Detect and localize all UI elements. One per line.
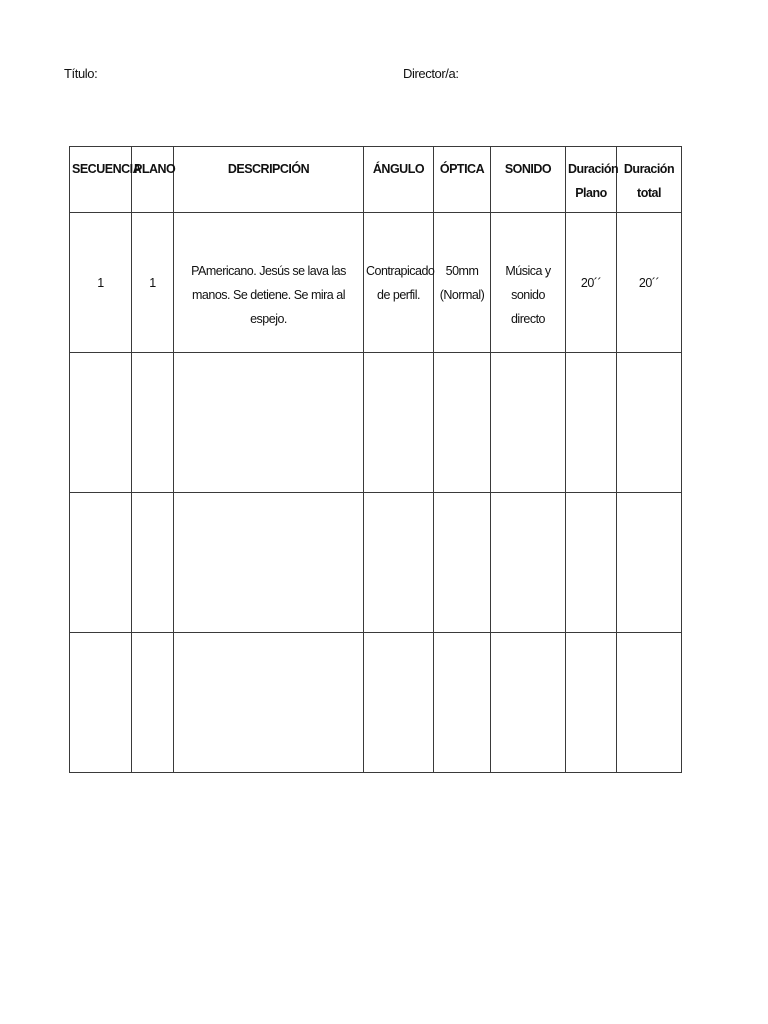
header-duracion-plano-line2: Plano [575, 186, 607, 200]
cell-secuencia: 1 [70, 213, 132, 353]
table-header-row [70, 147, 682, 213]
empty-cell [434, 633, 491, 773]
table-row [70, 213, 682, 353]
empty-cell [566, 353, 617, 493]
empty-cell [174, 493, 364, 633]
empty-cell [434, 493, 491, 633]
empty-cell [617, 633, 682, 773]
table-row [70, 493, 682, 633]
director-label: Director/a: [403, 66, 459, 81]
cell-duracion-total: 20´´ [617, 213, 682, 353]
empty-cell [566, 633, 617, 773]
cell-plano: 1 [132, 213, 174, 353]
header-sonido: SONIDO [491, 147, 566, 213]
empty-cell [491, 353, 566, 493]
shot-list-table [69, 146, 682, 773]
empty-cell [174, 633, 364, 773]
header-duracion-total [617, 147, 682, 213]
header-angulo: ÁNGULO [364, 147, 434, 213]
empty-cell [174, 353, 364, 493]
cell-duracion-plano: 20´´ [566, 213, 617, 353]
header-optica: ÓPTICA [434, 147, 491, 213]
cell-descripcion: PAmericano. Jesús se lava las manos. Se detiene. Se mira al espejo. [174, 213, 364, 353]
empty-cell [132, 633, 174, 773]
empty-cell [132, 493, 174, 633]
header-secuencia: SECUENCIA [70, 147, 132, 213]
header-descripcion: DESCRIPCIÓN [174, 147, 364, 213]
empty-cell [70, 353, 132, 493]
empty-cell [491, 633, 566, 773]
table-row [70, 633, 682, 773]
empty-cell [617, 493, 682, 633]
header-duracion-plano [566, 147, 617, 213]
empty-cell [364, 493, 434, 633]
empty-cell [491, 493, 566, 633]
empty-cell [70, 493, 132, 633]
empty-cell [434, 353, 491, 493]
empty-cell [566, 493, 617, 633]
header-duracion-plano-line1: Duración [568, 162, 619, 176]
empty-cell [364, 353, 434, 493]
empty-cell [364, 633, 434, 773]
cell-sonido: Música y sonido directo [491, 213, 566, 353]
empty-cell [617, 353, 682, 493]
header-duracion-total-line1: Duración [623, 162, 675, 176]
titulo-label: Título: [64, 66, 98, 81]
empty-cell [70, 633, 132, 773]
empty-cell [132, 353, 174, 493]
cell-optica: 50mm (Normal) [434, 213, 491, 353]
table-row [70, 353, 682, 493]
cell-angulo: Contrapicado de perfil. [364, 213, 434, 353]
header-plano: PLANO [132, 147, 174, 213]
header-duracion-total-line2: total [637, 186, 661, 200]
